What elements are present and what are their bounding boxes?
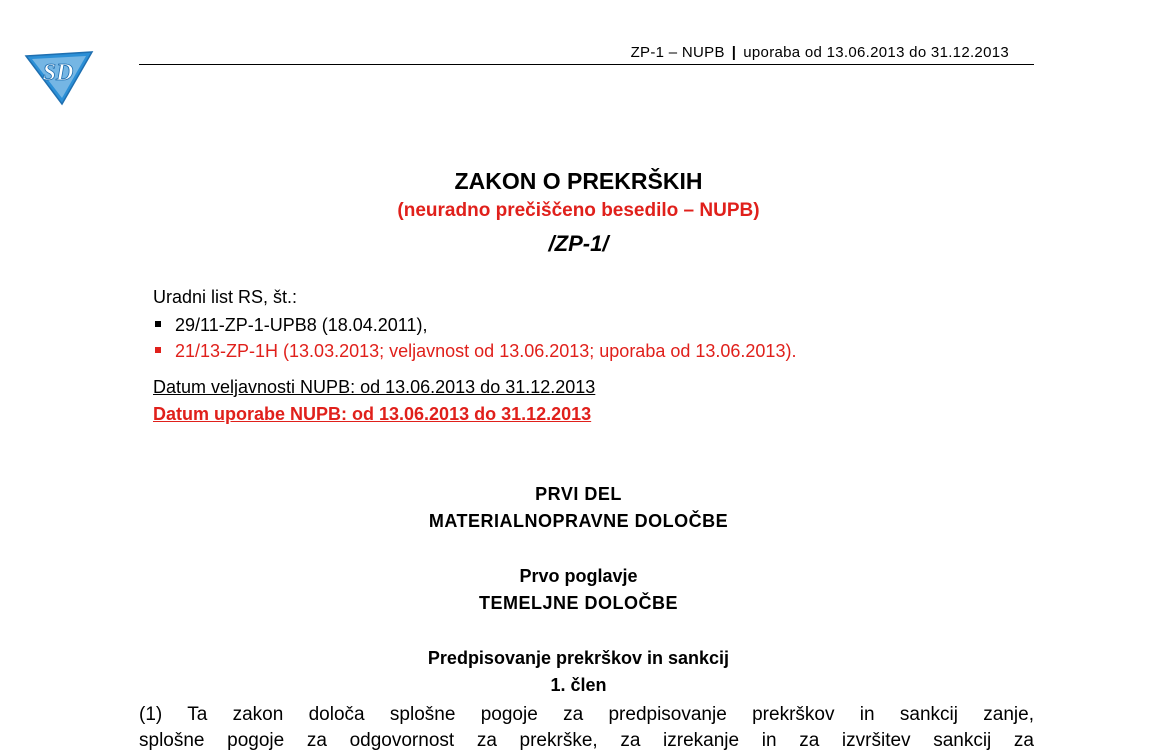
gazette-item-text: 29/11-ZP-1-UPB8 (18.04.2011), [175,315,428,335]
chapter-label: Prvo poglavje [519,566,638,586]
usage-date: Datum uporabe NUPB: od 13.06.2013 do 31.12.2013 [153,404,592,424]
part-label: PRVI DEL [535,484,622,504]
sd-logo [22,48,96,106]
article-number: 1. člen [550,675,607,695]
law-subtitle: (neuradno prečiščeno besedilo – NUPB) [397,200,760,221]
header-rule [139,64,1034,65]
gazette-label: Uradni list RS, št.: [153,287,298,307]
gazette-list [155,313,796,365]
header-separator: | [731,44,737,61]
bullet-icon [155,321,161,327]
section-title: Predpisovanje prekrškov in sankcij [427,648,730,668]
header-doc-code: ZP-1 – NUPB [630,44,725,61]
header-usage-range: uporaba od 13.06.2013 do 31.12.2013 [743,44,1009,61]
running-header [540,44,1009,61]
law-abbreviation: /ZP-1/ [548,231,609,256]
paragraph-line: (1) Ta zakon določa splošne pogoje za predpisovanje prekrškov in sankcij zanje, [139,704,1034,725]
gazette-item-text: 21/13-ZP-1H (13.03.2013; veljavnost od 13.06.2013; uporaba od 13.06.2013). [175,341,797,361]
validity-date: Datum veljavnosti NUPB: od 13.06.2013 do 31.12.2013 [153,377,596,397]
article-paragraph [139,702,1034,754]
law-title: ZAKON O PREKRŠKIH [454,168,703,194]
gazette-item [155,313,796,339]
gazette-item [155,339,796,365]
chapter-title: TEMELJNE DOLOČBE [478,593,678,613]
paragraph-line: splošne pogoje za odgovornost za prekrške, za izrekanje in za izvršitev sankcij za [139,730,1034,751]
part-title: MATERIALNOPRAVNE DOLOČBE [428,511,729,531]
bullet-icon [155,347,161,353]
logo-text: SD [42,60,74,86]
